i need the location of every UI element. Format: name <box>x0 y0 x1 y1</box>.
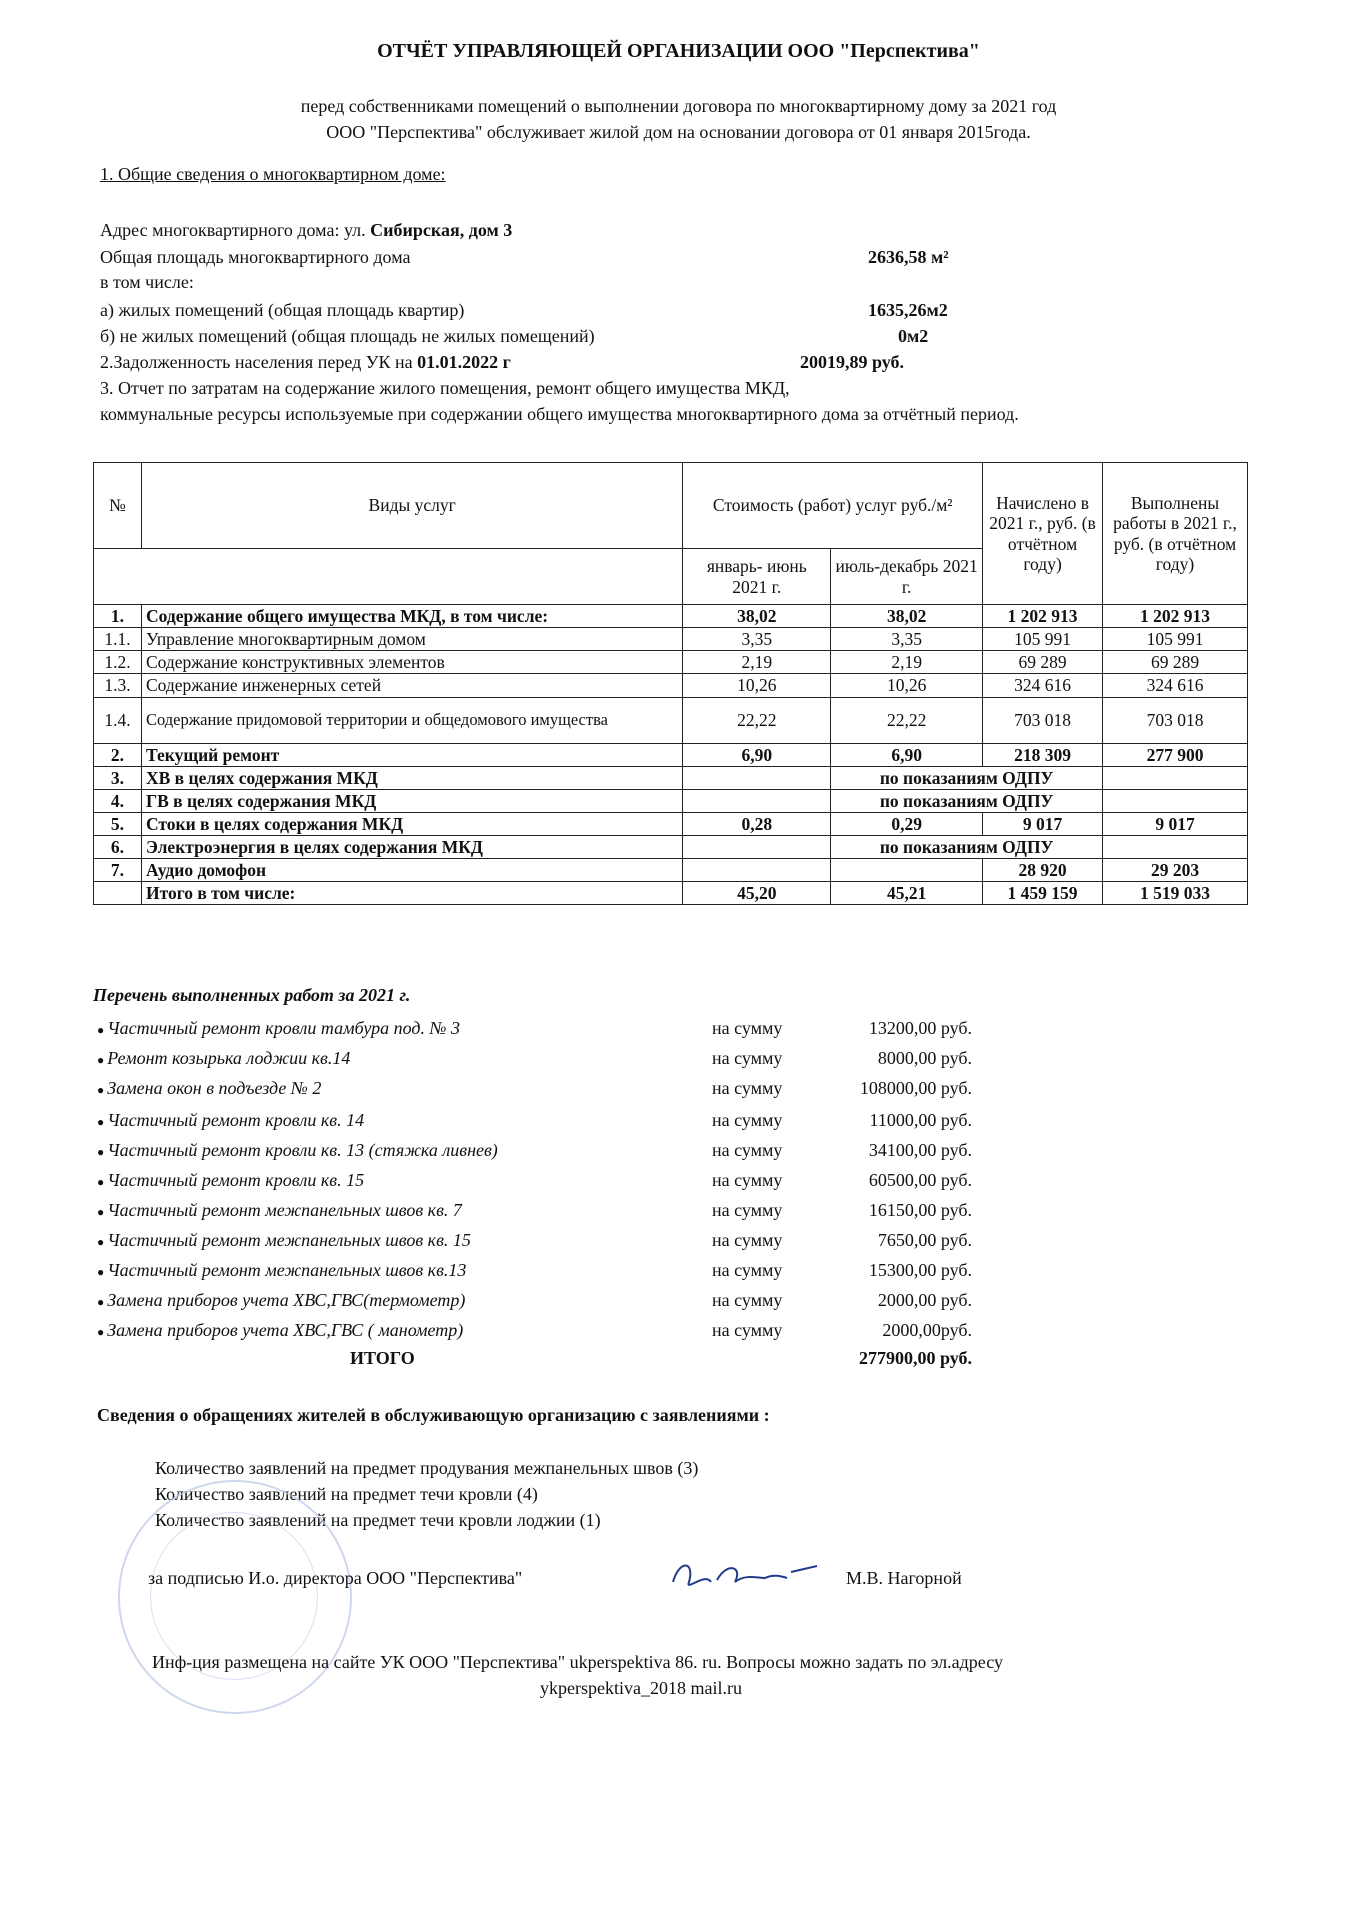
appeal-item: Количество заявлений на предмет продувания межпанельных швов (3) <box>155 1458 699 1478</box>
cell-jan <box>683 859 831 882</box>
cell-jan: 6,90 <box>683 743 831 766</box>
cell-num <box>94 882 142 905</box>
work-sum-label: на сумму <box>712 1320 783 1340</box>
work-item <box>97 1200 462 1221</box>
header-num: № <box>94 463 142 549</box>
work-item <box>97 1140 498 1161</box>
table-row <box>94 628 1248 651</box>
cell-accrued: 28 920 <box>983 859 1103 882</box>
cell-num: 1.3. <box>94 674 142 697</box>
table-row <box>94 605 1248 628</box>
work-sum-label: на сумму <box>712 1078 783 1098</box>
table-row <box>94 766 1248 789</box>
report-line-2: коммунальные ресурсы используемые при содержании общего имущества многоквартирного дома за отчётный период. <box>100 404 1019 424</box>
signer-name: М.В. Нагорной <box>846 1568 962 1588</box>
cell-num: 1. <box>94 605 142 628</box>
address-value: Сибирская, дом 3 <box>370 220 513 240</box>
debt-value: 20019,89 руб. <box>800 352 905 372</box>
cell-empty <box>683 766 831 789</box>
table-row <box>94 882 1248 905</box>
work-item-text: Частичный ремонт межпанельных швов кв.13 <box>107 1260 467 1280</box>
cell-accrued: 9 017 <box>983 812 1103 835</box>
header-done: Выполнены работы в 2021 г., руб. (в отчётном году) <box>1103 463 1248 605</box>
appeals-heading: Сведения о обращениях жителей в обслуживающую организацию с заявлениями : <box>97 1405 770 1425</box>
address-row <box>100 220 512 241</box>
cell-jan: 38,02 <box>683 605 831 628</box>
bullet-icon: ● <box>97 1295 108 1309</box>
debt-row <box>100 352 511 373</box>
work-item <box>97 1078 321 1099</box>
cell-empty <box>1103 789 1248 812</box>
work-sum-label: на сумму <box>712 1170 783 1190</box>
work-amount: 2000,00руб. <box>882 1320 972 1340</box>
cell-jul: 10,26 <box>831 674 983 697</box>
cell-accrued: 324 616 <box>983 674 1103 697</box>
cell-num: 1.2. <box>94 651 142 674</box>
cell-name: Содержание придомовой территории и общедомового имущества <box>141 697 682 743</box>
work-item-text: Частичный ремонт межпанельных швов кв. 15 <box>107 1230 471 1250</box>
handwritten-signature <box>665 1552 825 1596</box>
signature-label: за подписью И.о. директора ООО "Перспектива" <box>148 1568 523 1588</box>
subtitle-line-2: ООО "Перспектива" обслуживает жилой дом на основании договора от 01 января 2015года. <box>326 122 1031 142</box>
work-item-text: Частичный ремонт межпанельных швов кв. 7 <box>107 1200 462 1220</box>
cell-name: ХВ в целях содержания МКД <box>141 766 682 789</box>
nonliving-value: 0м2 <box>898 326 929 346</box>
work-item <box>97 1290 465 1311</box>
cell-name: Содержание общего имущества МКД, в том числе: <box>141 605 682 628</box>
cell-num: 5. <box>94 812 142 835</box>
services-table <box>93 462 1248 905</box>
work-sum-label: на сумму <box>712 1260 783 1280</box>
work-amount: 11000,00 руб. <box>869 1110 972 1130</box>
bullet-icon: ● <box>97 1115 108 1129</box>
table-row <box>94 674 1248 697</box>
cell-accrued: 1 459 159 <box>983 882 1103 905</box>
cell-done: 29 203 <box>1103 859 1248 882</box>
cell-accrued: 1 202 913 <box>983 605 1103 628</box>
footer-line-2: ykperspektiva_2018 mail.ru <box>540 1678 742 1698</box>
work-sum-label: на сумму <box>712 1110 783 1130</box>
appeal-item: Количество заявлений на предмет течи кровли лоджии (1) <box>155 1510 601 1530</box>
table-row <box>94 859 1248 882</box>
work-amount: 7650,00 руб. <box>877 1230 972 1250</box>
bullet-icon: ● <box>97 1083 108 1097</box>
cell-name: Стоки в целях содержания МКД <box>141 812 682 835</box>
cell-accrued: 218 309 <box>983 743 1103 766</box>
work-item <box>97 1320 463 1341</box>
header-accrued: Начислено в 2021 г., руб. (в отчётном году) <box>983 463 1103 605</box>
work-amount: 16150,00 руб. <box>868 1200 972 1220</box>
cell-accrued: 69 289 <box>983 651 1103 674</box>
work-item-text: Замена приборов учета ХВС,ГВС ( манометр) <box>107 1320 464 1340</box>
cell-done: 1 519 033 <box>1103 882 1248 905</box>
area-value: 2636,58 м² <box>868 247 949 267</box>
debt-label: 2.Задолженность населения перед УК на <box>100 352 413 372</box>
table-row <box>94 743 1248 766</box>
table-row <box>94 836 1248 859</box>
bullet-icon: ● <box>97 1205 108 1219</box>
cell-done: 105 991 <box>1103 628 1248 651</box>
cell-num: 1.1. <box>94 628 142 651</box>
cell-accrued: 105 991 <box>983 628 1103 651</box>
cell-jan: 3,35 <box>683 628 831 651</box>
cell-jan: 22,22 <box>683 697 831 743</box>
cell-done: 277 900 <box>1103 743 1248 766</box>
cell-name: Электроэнергия в целях содержания МКД <box>141 836 682 859</box>
cell-jan: 0,28 <box>683 812 831 835</box>
table-row <box>94 651 1248 674</box>
work-amount: 15300,00 руб. <box>868 1260 972 1280</box>
work-amount: 108000,00 руб. <box>859 1078 972 1098</box>
address-label: Адрес многоквартирного дома: ул. <box>100 220 366 240</box>
cell-jan: 10,26 <box>683 674 831 697</box>
cell-done: 1 202 913 <box>1103 605 1248 628</box>
work-item <box>97 1018 460 1039</box>
table-row <box>94 812 1248 835</box>
report-line-1: 3. Отчет по затратам на содержание жилого помещения, ремонт общего имущества МКД, <box>100 378 790 398</box>
work-item <box>97 1048 350 1069</box>
work-sum-label: на сумму <box>712 1230 783 1250</box>
cell-empty <box>683 836 831 859</box>
work-sum-label: на сумму <box>712 1290 783 1310</box>
cell-name: Итого в том числе: <box>141 882 682 905</box>
cell-name: ГВ в целях содержания МКД <box>141 789 682 812</box>
work-item-text: Частичный ремонт кровли кв. 15 <box>107 1170 365 1190</box>
living-value: 1635,26м2 <box>868 300 948 320</box>
stamp-seal <box>118 1480 352 1714</box>
cell-num: 6. <box>94 836 142 859</box>
cell-jan: 2,19 <box>683 651 831 674</box>
cell-done: 69 289 <box>1103 651 1248 674</box>
work-amount: 60500,00 руб. <box>868 1170 972 1190</box>
work-item-text: Замена приборов учета ХВС,ГВС(термометр) <box>107 1290 466 1310</box>
section1-heading: 1. Общие сведения о многоквартирном доме: <box>100 164 446 184</box>
cell-name: Аудио домофон <box>141 859 682 882</box>
subtitle-line-1: перед собственниками помещений о выполнении договора по многоквартирному дому за 2021 год <box>300 96 1057 116</box>
footer-line-1: Инф-ция размещена на сайте УК ООО "Перспектива" ukperspektiva 86. ru. Вопросы можно задать по эл.адресу <box>152 1652 1003 1672</box>
cell-num: 2. <box>94 743 142 766</box>
work-item <box>97 1230 471 1251</box>
works-heading: Перечень выполненных работ за 2021 г. <box>93 985 411 1005</box>
work-sum-label: на сумму <box>712 1200 783 1220</box>
work-amount: 34100,00 руб. <box>868 1140 972 1160</box>
living-label: а) жилых помещений (общая площадь квартир) <box>100 300 465 320</box>
cell-jul: 0,29 <box>831 812 983 835</box>
cell-num: 1.4. <box>94 697 142 743</box>
page-title: ОТЧЁТ УПРАВЛЯЮЩЕЙ ОРГАНИЗАЦИИ ООО "Перспектива" <box>377 40 980 62</box>
work-item-text: Частичный ремонт кровли кв. 14 <box>107 1110 365 1130</box>
appeal-item: Количество заявлений на предмет течи кровли (4) <box>155 1484 538 1504</box>
cell-name: Управление многоквартирным домом <box>141 628 682 651</box>
bullet-icon: ● <box>97 1235 108 1249</box>
bullet-icon: ● <box>97 1023 108 1037</box>
bullet-icon: ● <box>97 1145 108 1159</box>
cell-done: 9 017 <box>1103 812 1248 835</box>
bullet-icon: ● <box>97 1325 108 1339</box>
cell-empty <box>683 789 831 812</box>
work-item-text: Ремонт козырька лоджии кв.14 <box>107 1048 351 1068</box>
work-sum-label: на сумму <box>712 1018 783 1038</box>
cell-span: по показаниям ОДПУ <box>831 836 1103 859</box>
works-total-label: ИТОГО <box>350 1348 415 1368</box>
work-amount: 8000,00 руб. <box>877 1048 972 1068</box>
cell-done: 324 616 <box>1103 674 1248 697</box>
cell-name: Текущий ремонт <box>141 743 682 766</box>
cell-span: по показаниям ОДПУ <box>831 766 1103 789</box>
bullet-icon: ● <box>97 1175 108 1189</box>
cell-num: 7. <box>94 859 142 882</box>
cell-jul <box>831 859 983 882</box>
cell-empty <box>1103 766 1248 789</box>
cell-jul: 3,35 <box>831 628 983 651</box>
header-jul: июль-декабрь 2021 г. <box>831 549 983 605</box>
work-amount: 13200,00 руб. <box>868 1018 972 1038</box>
nonliving-label: б) не жилых помещений (общая площадь не жилых помещений) <box>100 326 595 346</box>
bullet-icon: ● <box>97 1265 108 1279</box>
work-item-text: Замена окон в подъезде № 2 <box>107 1078 322 1098</box>
work-sum-label: на сумму <box>712 1048 783 1068</box>
cell-done: 703 018 <box>1103 697 1248 743</box>
header-cost: Стоимость (работ) услуг руб./м² <box>683 463 983 549</box>
work-item <box>97 1110 364 1131</box>
cell-jan: 45,20 <box>683 882 831 905</box>
debt-date: 01.01.2022 г <box>417 352 511 372</box>
work-amount: 2000,00 руб. <box>877 1290 972 1310</box>
header-services: Виды услуг <box>141 463 682 549</box>
works-total-value: 277900,00 руб. <box>858 1348 972 1368</box>
cell-span: по показаниям ОДПУ <box>831 789 1103 812</box>
incl-label: в том числе: <box>100 272 194 292</box>
cell-num: 4. <box>94 789 142 812</box>
cell-num: 3. <box>94 766 142 789</box>
work-item-text: Частичный ремонт кровли кв. 13 (стяжка ливнев) <box>107 1140 498 1160</box>
cell-empty <box>1103 836 1248 859</box>
work-item <box>97 1260 466 1281</box>
table-row <box>94 697 1248 743</box>
table-row <box>94 789 1248 812</box>
cell-accrued: 703 018 <box>983 697 1103 743</box>
work-sum-label: на сумму <box>712 1140 783 1160</box>
cell-name: Содержание конструктивных элементов <box>141 651 682 674</box>
work-item <box>97 1170 364 1191</box>
cell-jul: 22,22 <box>831 697 983 743</box>
cell-jul: 2,19 <box>831 651 983 674</box>
header-blank <box>94 549 683 605</box>
header-jan: январь- июнь 2021 г. <box>683 549 831 605</box>
cell-jul: 38,02 <box>831 605 983 628</box>
bullet-icon: ● <box>97 1053 108 1067</box>
cell-name: Содержание инженерных сетей <box>141 674 682 697</box>
area-label: Общая площадь многоквартирного дома <box>100 247 411 267</box>
cell-jul: 6,90 <box>831 743 983 766</box>
work-item-text: Частичный ремонт кровли тамбура под. № 3 <box>107 1018 460 1038</box>
cell-jul: 45,21 <box>831 882 983 905</box>
